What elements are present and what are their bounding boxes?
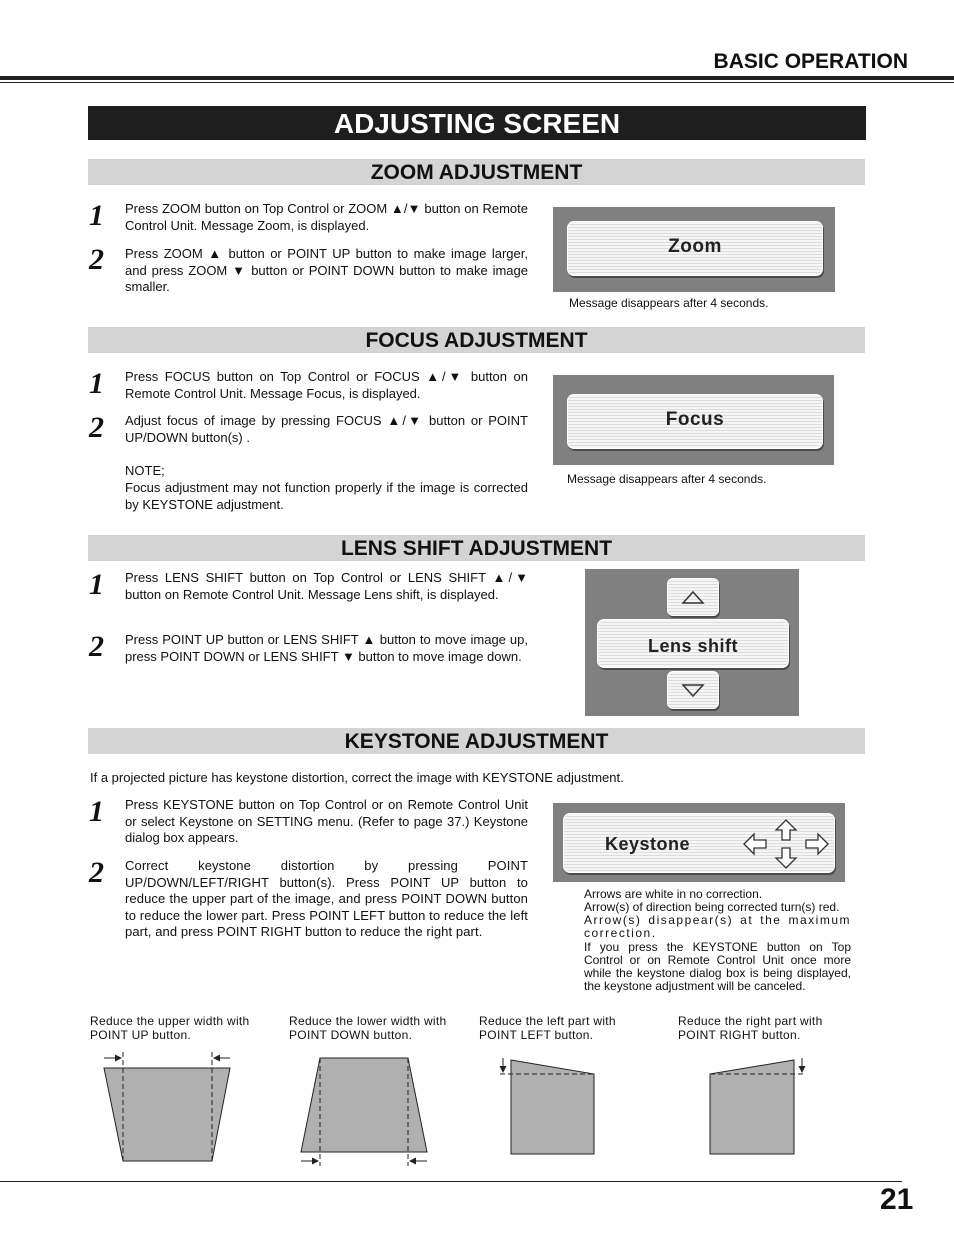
diagram-reduce-upper <box>104 1052 230 1161</box>
zoom-dialog-label: Zoom <box>668 236 722 257</box>
up-arrow-icon <box>776 820 796 840</box>
keystone-dialog-label: Keystone <box>605 834 691 854</box>
zoom-dialog-box <box>567 221 823 276</box>
keystone-step-2-text: Correct keystone distortion by pressing POINT UP/DOWN/LEFT/RIGHT button(s). Press POINT UP button to reduce the upper part of the image, and press POINT DOWN button to reduce the lower part. Press POINT LEFT button to reduce the left part, and press POINT RIGHT button to reduce the right part. <box>125 858 528 939</box>
lens-shift-dialog <box>585 569 799 716</box>
right-arrow-icon <box>806 834 828 854</box>
focus-note-label: NOTE; <box>125 463 165 478</box>
diagram-reduce-right <box>710 1058 805 1154</box>
diagram-caption-right: Reduce the right part with POINT RIGHT button. <box>678 1014 823 1042</box>
down-arrow-icon <box>668 672 718 708</box>
keystone-heading: KEYSTONE ADJUSTMENT <box>88 728 865 754</box>
focus-dialog-label: Focus <box>665 409 725 430</box>
page-title-text: ADJUSTING SCREEN <box>333 108 621 139</box>
diagram-caption-left: Reduce the left part with POINT LEFT button. <box>479 1014 616 1042</box>
focus-note-text: Focus adjustment may not function properly if the image is corrected by KEYSTONE adjustment. <box>125 480 528 512</box>
zoom-dialog <box>553 207 835 292</box>
focus-dialog <box>553 375 834 465</box>
keystone-diagrams <box>0 1040 954 1180</box>
keystone-note-2: Arrow(s) of direction being corrected turn(s) red. <box>584 900 840 914</box>
down-arrow-icon <box>776 848 796 868</box>
keystone-dialog <box>553 803 845 882</box>
zoom-caption: Message disappears after 4 seconds. <box>569 296 769 310</box>
focus-caption: Message disappears after 4 seconds. <box>567 472 767 486</box>
zoom-step-2-number: 2 <box>89 243 104 276</box>
focus-step-2-text: Adjust focus of image by pressing FOCUS ▲/▼ button or POINT UP/DOWN button(s) . <box>125 413 528 445</box>
diagram-reduce-left <box>500 1058 594 1154</box>
focus-step-2-number: 2 <box>89 411 104 444</box>
keystone-arrow-cluster <box>742 818 832 870</box>
keystone-note-1: Arrows are white in no correction. <box>584 887 763 901</box>
keystone-intro: If a projected picture has keystone distortion, correct the image with KEYSTONE adjustment. <box>90 770 624 785</box>
focus-step-1-number: 1 <box>89 367 104 400</box>
lens-shift-step-1-number: 1 <box>89 568 104 601</box>
keystone-step-1-text: Press KEYSTONE button on Top Control or on Remote Control Unit or select Keystone on SETTING menu. (Refer to page 37.) Keystone dialog box appears. <box>125 797 528 845</box>
keystone-dialog-box <box>563 813 835 873</box>
diagram-reduce-lower <box>301 1058 427 1166</box>
lens-shift-step-2-text: Press POINT UP button or LENS SHIFT ▲ button to move image up, press POINT DOWN or LENS SHIFT ▼ button to move image down. <box>125 632 528 664</box>
footer-rule <box>0 1181 902 1182</box>
zoom-step-2-text: Press ZOOM ▲ button or POINT UP button to make image larger, and press ZOOM ▼ button or POINT DOWN button to make image smaller. <box>125 246 528 294</box>
lens-shift-heading: LENS SHIFT ADJUSTMENT <box>88 535 865 561</box>
keystone-note-3: Arrow(s) disappear(s) at the maximum correction. <box>584 913 851 940</box>
page-title <box>88 106 866 140</box>
zoom-heading: ZOOM ADJUSTMENT <box>88 159 865 185</box>
lens-shift-down-button <box>667 671 719 709</box>
zoom-step-1-text: Press ZOOM button on Top Control or ZOOM ▲/▼ button on Remote Control Unit. Message Zoom, is displayed. <box>125 201 528 233</box>
lens-shift-dialog-box <box>597 619 789 668</box>
diagram-caption-down: Reduce the lower width with POINT DOWN button. <box>289 1014 447 1042</box>
lens-shift-up-button <box>667 578 719 616</box>
focus-step-1-text: Press FOCUS button on Top Control or FOCUS ▲/▼ button on Remote Control Unit. Message Focus, is displayed. <box>125 369 528 401</box>
keystone-step-1-number: 1 <box>89 795 104 828</box>
section-label: BASIC OPERATION <box>713 50 908 73</box>
header-rule-thin <box>0 82 954 83</box>
focus-heading: FOCUS ADJUSTMENT <box>88 327 865 353</box>
header-rule-thick <box>0 76 954 80</box>
page-number: 21 <box>880 1183 914 1216</box>
diagram-caption-up: Reduce the upper width with POINT UP button. <box>90 1014 250 1042</box>
focus-dialog-box <box>567 394 823 449</box>
lens-shift-step-1-text: Press LENS SHIFT button on Top Control or LENS SHIFT ▲/▼ button on Remote Control Unit. Message Lens shift, is displayed. <box>125 570 528 602</box>
keystone-note-4: If you press the KEYSTONE button on Top Control or on Remote Control Unit once more while the keystone dialog box is being displayed, the keystone adjustment will be canceled. <box>584 940 851 993</box>
lens-shift-dialog-label: Lens shift <box>647 636 738 656</box>
lens-shift-step-2-number: 2 <box>89 630 104 663</box>
up-arrow-icon <box>668 579 718 615</box>
keystone-step-2-number: 2 <box>89 856 104 889</box>
zoom-step-1-number: 1 <box>89 199 104 232</box>
left-arrow-icon <box>744 834 766 854</box>
